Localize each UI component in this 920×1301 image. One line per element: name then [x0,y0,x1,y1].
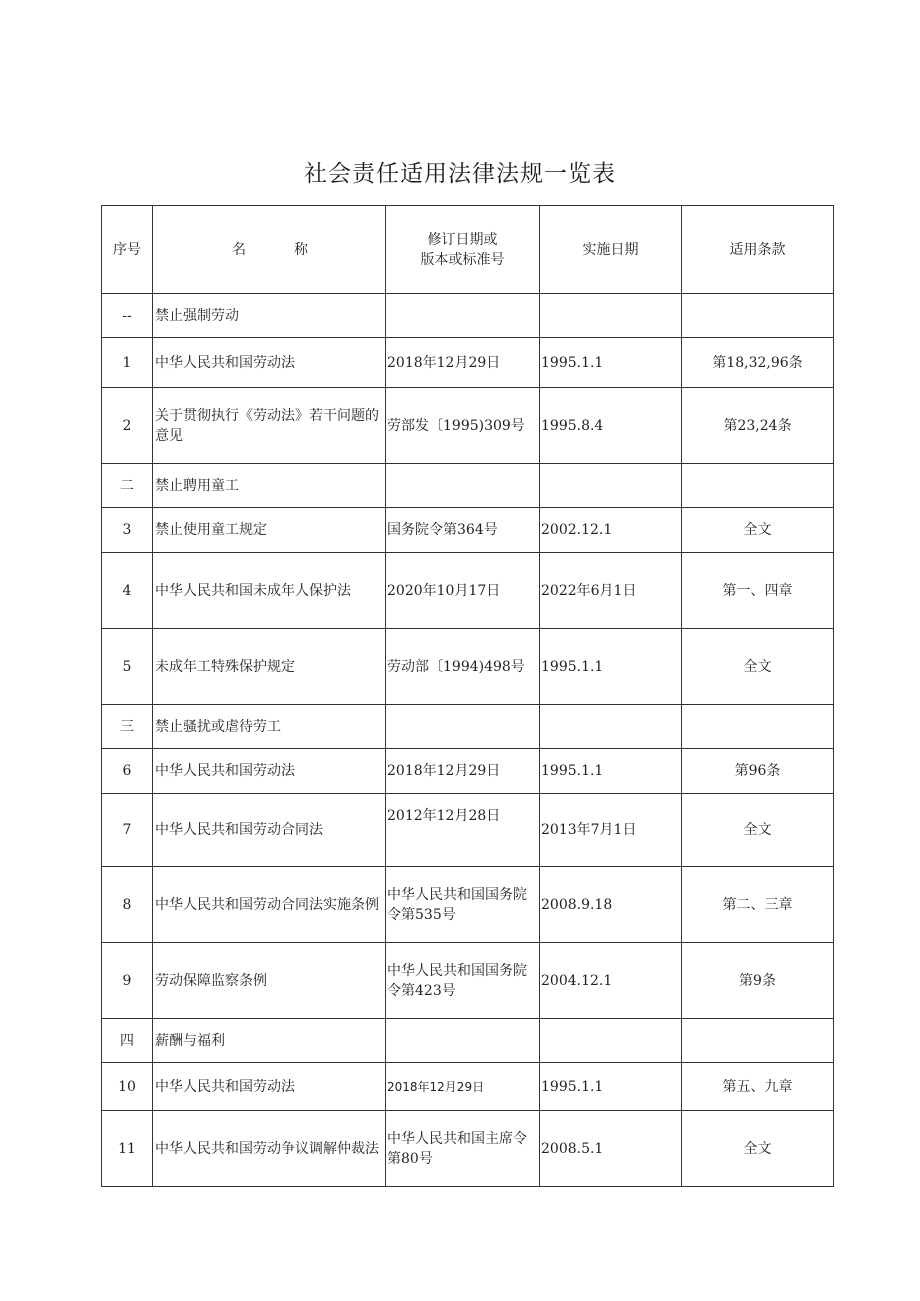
row-effective [540,294,682,338]
row-revision: 2018年12月29日 [386,338,540,388]
row-seq: 8 [102,867,153,943]
row-name: 关于贯彻执行《劳动法》若干问题的意见 [153,388,386,464]
row-seq: 二 [102,464,153,508]
row-revision: 中华人民共和国国务院令第535号 [386,867,540,943]
row-revision: 中华人民共和国国务院令第423号 [386,943,540,1019]
table-row [102,943,834,1019]
row-effective: 1995.1.1 [540,1063,682,1111]
row-revision [386,1019,540,1063]
row-seq: 2 [102,388,153,464]
row-effective: 1995.1.1 [540,749,682,794]
row-seq: 9 [102,943,153,1019]
row-clauses: 第五、九章 [682,1063,834,1111]
header-clauses: 适用条款 [682,206,834,294]
header-effective: 实施日期 [540,206,682,294]
row-revision: 2018年12月29日 [386,749,540,794]
row-effective: 2022年6月1日 [540,553,682,629]
row-revision [386,294,540,338]
header-revision-line2: 版本或标准号 [420,251,505,268]
header-revision-line1: 修订日期或 [427,231,498,248]
table-row [102,629,834,705]
table-row [102,1063,834,1111]
row-revision: 劳部发〔1995)309号 [386,388,540,464]
row-name: 未成年工特殊保护规定 [153,629,386,705]
table-row [102,338,834,388]
row-seq: 四 [102,1019,153,1063]
row-name: 中华人民共和国劳动合同法 [153,794,386,867]
row-clauses: 第18,32,96条 [682,338,834,388]
section-row [102,1019,834,1063]
row-revision: 劳动部〔1994)498号 [386,629,540,705]
row-revision: 2018年12月29日 [386,1063,540,1111]
row-effective [540,705,682,749]
row-effective: 1995.1.1 [540,629,682,705]
row-effective: 2008.5.1 [540,1111,682,1187]
row-revision: 中华人民共和国主席令第80号 [386,1111,540,1187]
row-effective: 2013年7月1日 [540,794,682,867]
table-row [102,749,834,794]
row-clauses [682,464,834,508]
row-revision [386,464,540,508]
row-clauses: 第9条 [682,943,834,1019]
row-effective [540,464,682,508]
row-revision: 国务院令第364号 [386,508,540,553]
table-row [102,388,834,464]
header-name-part1: 名 [232,241,246,258]
row-name: 禁止强制劳动 [153,294,386,338]
row-name: 中华人民共和国劳动法 [153,1063,386,1111]
row-seq: 6 [102,749,153,794]
row-clauses [682,294,834,338]
regulations-table [101,205,834,1187]
row-name: 中华人民共和国劳动法 [153,338,386,388]
row-clauses: 第23,24条 [682,388,834,464]
row-seq: 4 [102,553,153,629]
header-revision [386,206,540,294]
table-row [102,553,834,629]
row-clauses: 全文 [682,794,834,867]
header-name-part2: 称 [294,241,308,258]
table-row [102,794,834,867]
row-effective: 2008.9.18 [540,867,682,943]
row-clauses: 全文 [682,629,834,705]
row-name: 劳动保障监察条例 [153,943,386,1019]
row-seq: 11 [102,1111,153,1187]
row-clauses: 全文 [682,508,834,553]
table-header-row [102,206,834,294]
row-seq: -- [102,294,153,338]
row-seq: 3 [102,508,153,553]
row-seq: 三 [102,705,153,749]
header-name [153,206,386,294]
row-revision: 2020年10月17日 [386,553,540,629]
row-revision [386,705,540,749]
row-seq: 10 [102,1063,153,1111]
row-revision: 2012年12月28日 [386,794,540,867]
table-row [102,1111,834,1187]
row-effective: 2004.12.1 [540,943,682,1019]
row-name: 中华人民共和国劳动争议调解仲裁法 [153,1111,386,1187]
row-name: 禁止骚扰或虐待劳工 [153,705,386,749]
section-row [102,705,834,749]
row-clauses: 第一、四章 [682,553,834,629]
row-effective [540,1019,682,1063]
row-clauses [682,705,834,749]
row-effective: 1995.8.4 [540,388,682,464]
row-clauses [682,1019,834,1063]
table-row [102,508,834,553]
row-name: 中华人民共和国劳动法 [153,749,386,794]
row-name: 中华人民共和国劳动合同法实施条例 [153,867,386,943]
section-row [102,294,834,338]
table-row [102,867,834,943]
header-seq: 序号 [102,206,153,294]
row-name: 禁止聘用童工 [153,464,386,508]
row-seq: 5 [102,629,153,705]
row-clauses: 全文 [682,1111,834,1187]
row-name: 薪酬与福利 [153,1019,386,1063]
section-row [102,464,834,508]
row-clauses: 第二、三章 [682,867,834,943]
row-effective: 2002.12.1 [540,508,682,553]
row-name: 禁止使用童工规定 [153,508,386,553]
page-title: 社会责任适用法律法规一览表 [304,161,616,187]
row-clauses: 第96条 [682,749,834,794]
row-seq: 7 [102,794,153,867]
row-seq: 1 [102,338,153,388]
row-name: 中华人民共和国未成年人保护法 [153,553,386,629]
row-effective: 1995.1.1 [540,338,682,388]
